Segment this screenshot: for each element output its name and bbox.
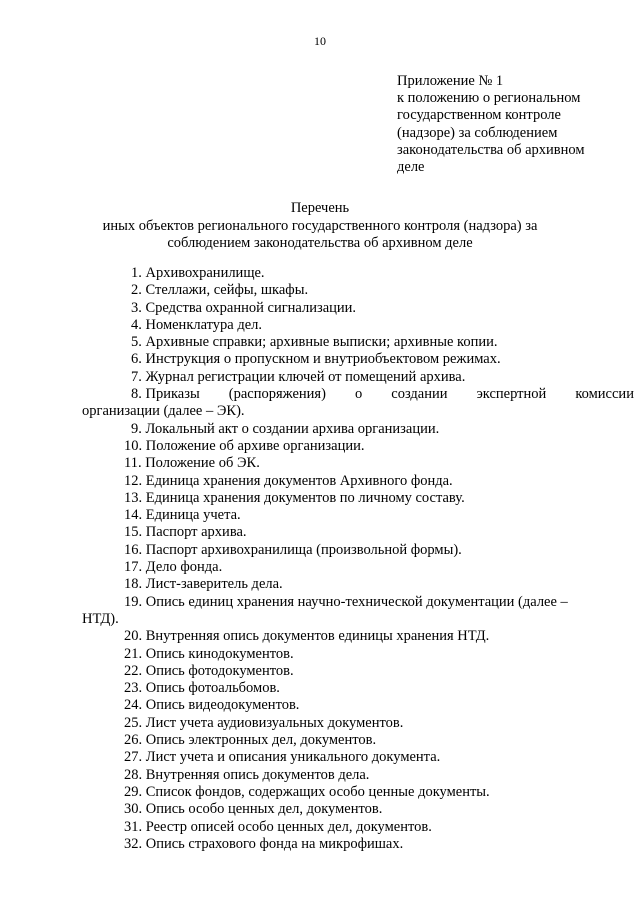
list-item: 18. Лист-заверитель дела. [124, 576, 283, 593]
list-item: 9. Локальный акт о создании архива организации. [131, 420, 440, 437]
document-heading [0, 200, 640, 253]
list-item: 4. Номенклатура дел. [131, 316, 263, 333]
list-item-justified [131, 386, 634, 403]
heading-subtitle-line: соблюдением законодательства об архивном деле [167, 235, 473, 251]
list-item: 23. Опись фотоальбомов. [124, 680, 280, 697]
list-item: 31. Реестр описей особо ценных дел, документов. [124, 818, 432, 835]
list-item: 6. Инструкция о пропускном и внутриобъектовом режимах. [131, 351, 501, 368]
page-number: 10 [314, 34, 326, 48]
list-item: 29. Список фондов, содержащих особо ценные документы. [124, 783, 490, 800]
list-item-continuation: организации (далее – ЭК). [82, 403, 245, 420]
appendix-line: деле [397, 159, 425, 176]
list-item: 27. Лист учета и описания уникального документа. [124, 749, 441, 766]
list-item: 32. Опись страхового фонда на микрофишах. [124, 835, 404, 852]
list-item-word: комиссии [575, 386, 634, 403]
list-item: 13. Единица хранения документов по личному составу. [124, 489, 465, 506]
list-item: 24. Опись видеодокументов. [124, 697, 300, 714]
list-item-word: (распоряжения) [228, 386, 326, 403]
list-item: 30. Опись особо ценных дел, документов. [124, 801, 383, 818]
list-item: 25. Лист учета аудиовизуальных документов. [124, 714, 404, 731]
list-item-word: экспертной [476, 386, 547, 403]
list-item: 22. Опись фотодокументов. [124, 662, 294, 679]
list-item: 17. Дело фонда. [124, 559, 223, 576]
list-item: 10. Положение об архиве организации. [124, 437, 365, 454]
list-item-word: 8. Приказы [131, 386, 200, 403]
appendix-line: Приложение № 1 [397, 73, 504, 89]
list-item: 20. Внутренняя опись документов единицы хранения НТД. [124, 628, 490, 645]
list-item: 7. Журнал регистрации ключей от помещений архива. [131, 368, 466, 385]
list-item: 12. Единица хранения документов Архивного фонда. [124, 472, 453, 489]
list-item-continuation: НТД). [82, 610, 119, 627]
list-item: 26. Опись электронных дел, документов. [124, 732, 377, 749]
list-item: 28. Внутренняя опись документов дела. [124, 766, 370, 783]
heading-subtitle-line: иных объектов регионального государственного контроля (надзора) за [102, 217, 538, 234]
objects-list [0, 265, 640, 853]
list-item: 16. Паспорт архивохранилища (произвольной формы). [124, 541, 462, 558]
heading-title: Перечень [290, 200, 350, 216]
list-item-word: создании [391, 386, 448, 403]
appendix-line: законодательства об архивном [397, 141, 585, 158]
appendix-block [397, 73, 627, 176]
list-item: 19. Опись единиц хранения научно-технической документации (далее – [124, 593, 568, 610]
appendix-line: к положению о региональном [397, 90, 581, 107]
list-item: 11. Положение об ЭК. [124, 455, 260, 472]
list-item: 2. Стеллажи, сейфы, шкафы. [131, 282, 309, 299]
list-item: 21. Опись кинодокументов. [124, 645, 294, 662]
list-item: 3. Средства охранной сигнализации. [131, 299, 357, 316]
list-item-word: о [354, 386, 363, 403]
list-item: 1. Архивохранилище. [131, 265, 265, 281]
appendix-line: государственном контроле [397, 107, 561, 124]
list-item: 14. Единица учета. [124, 507, 241, 524]
list-item: 15. Паспорт архива. [124, 524, 247, 541]
list-item: 5. Архивные справки; архивные выписки; архивные копии. [131, 334, 498, 351]
appendix-line: (надзоре) за соблюдением [397, 124, 558, 141]
